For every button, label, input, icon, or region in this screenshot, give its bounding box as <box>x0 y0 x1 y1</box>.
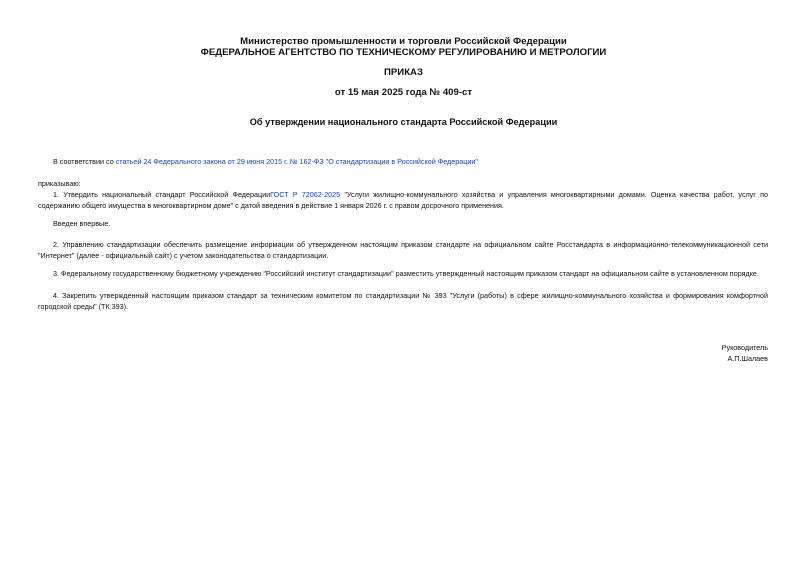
ministry-name: Министерство промышленности и торговли Российской Федерации <box>240 36 567 47</box>
document-type: ПРИКАЗ <box>384 67 423 78</box>
order-item-4: 4. Закрепить утвержденный настоящим приказом стандарт за техническим комитетом по стандартизации № 393 "Услуги (работы) в сфере жилищно-коммунального хозяйства и формирования комфортной городской среды" (ТК 393). <box>38 291 768 311</box>
item1-suffix: "Услуги жилищно-коммунального хозяйства и управления многоквартирными домами. Оценка качества работ, услуг по содержанию общего имущества в многоквартирном доме" с датой введения в действие 1 января 2026 г. с правом досрочного применения. <box>38 190 769 210</box>
orders-word: приказываю: <box>38 179 81 188</box>
signer-position: Руководитель <box>721 343 768 352</box>
law-article-link[interactable]: статьей 24 Федерального закона от 29 июня 2015 г. № 162-ФЗ "О стандартизации в Российской Федерации" <box>115 157 478 166</box>
agency-name: ФЕДЕРАЛЬНОЕ АГЕНТСТВО ПО ТЕХНИЧЕСКОМУ РЕГУЛИРОВАНИЮ И МЕТРОЛОГИИ <box>200 47 607 58</box>
signer-name: А.П.Шалаев <box>727 354 768 363</box>
basis-paragraph <box>38 156 768 167</box>
standard-link[interactable]: ГОСТ Р 72062-2025 <box>270 190 341 199</box>
order-item-1 <box>38 189 768 211</box>
document-date-number: от 15 мая 2025 года № 409-ст <box>334 87 473 98</box>
basis-prefix: В соответствии со <box>53 157 116 166</box>
order-item-3: 3. Федеральному государственному бюджетному учреждению "Российский институт стандартизации" разместить утвержденный настоящим приказом стандарт на официальном сайте в установленном порядке. <box>53 269 759 278</box>
document-subject: Об утверждении национального стандарта Российской Федерации <box>249 117 558 127</box>
introduced-note: Введен впервые. <box>53 219 111 228</box>
order-item-2: 2. Управлению стандартизации обеспечить размещение информации об утвержденном настоящим приказом стандарте на официальном сайте Росстандарта в информационно-телекоммуникационной сети "Интернет" (далее - официальный сайт) с учетом законодательства о стандартизации. <box>38 240 768 260</box>
item1-prefix: 1. Утвердить национальный стандарт Российской Федерации <box>53 190 271 199</box>
